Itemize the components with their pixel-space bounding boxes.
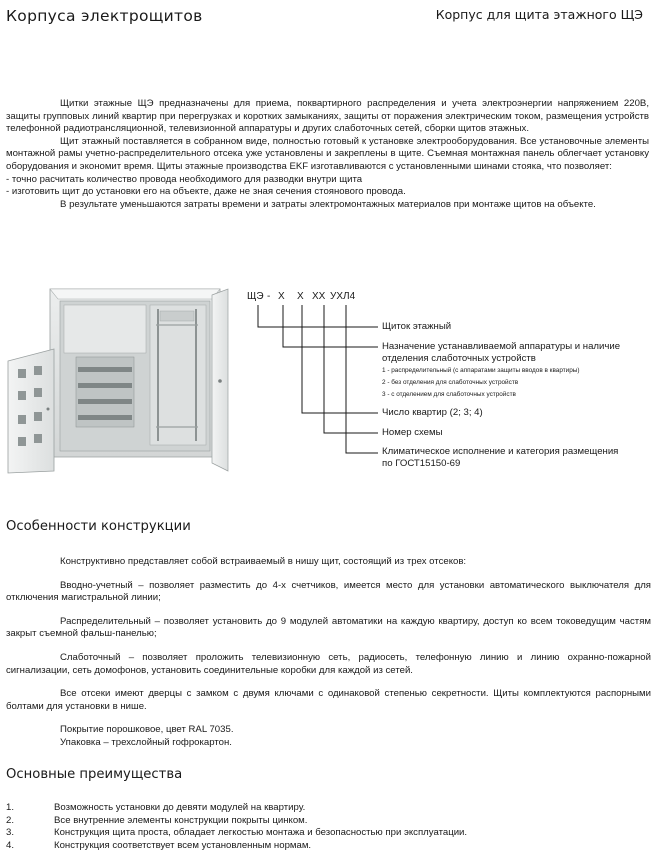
- features-paragraph-3: Распределительный – позволяет установить до 9 модулей автоматики на каждую квартиру, доступ ко всем токоведущим частям закрыт съемной фальш-панелью;: [6, 615, 651, 640]
- label-purpose-option-2: 2 - без отделения для слаботочных устройств: [382, 379, 519, 386]
- advantages-heading: Основные преимущества: [6, 767, 183, 782]
- features-paragraph-7: Упаковка – трехслойный гофрокартон.: [60, 736, 232, 748]
- advantages-item-number: 3.: [6, 827, 15, 839]
- code-part-climate: УХЛ4: [330, 291, 356, 302]
- intro-block: [6, 98, 649, 211]
- label-floor-panel: Щиток этажный: [382, 321, 452, 332]
- designation-connector-lines: [240, 283, 400, 483]
- advantages-item-number: 1.: [6, 802, 15, 813]
- code-part-apartments: Х: [297, 291, 304, 302]
- advantages-item-number: 2.: [6, 814, 15, 826]
- advantages-item: [6, 840, 651, 853]
- intro-paragraph-3: В результате уменьшаются затраты времени и затраты электромонтажных материалов при монтаже щитов на объекте.: [60, 198, 596, 210]
- features-paragraph-5: Все отсеки имеют дверцы с замком с двумя ключами с одинаковой степенью секретности. Щиты комплектуются распорными болтами для установки в нише.: [6, 688, 651, 712]
- features-paragraph-6: Покрытие порошковое, цвет RAL 7035.: [60, 724, 234, 736]
- page-title: Корпуса электрощитов: [6, 7, 203, 25]
- label-purpose-option-1: 1 - распределительный (с аппаратами защиты вводов в квартиры): [382, 367, 580, 374]
- advantages-item-text: Все внутренние элементы конструкции покрыты цинком.: [54, 814, 308, 826]
- advantages-item-number: 4.: [6, 839, 15, 851]
- advantages-list: [6, 802, 651, 852]
- features-paragraph-4: Слаботочный – позволяет проложить телевизионную сеть, радиосеть, телефонную линию и линию охранно-пожарной сигнализации, сеть домофонов, установить соединительные коробки для каждой из сетей.: [6, 651, 651, 676]
- features-paragraph-1: Конструктивно представляет собой встраиваемый в нишу щит, состоящий из трех отсеков:: [60, 556, 467, 567]
- advantages-item-text: Возможность установки до девяти модулей на квартиру.: [54, 802, 306, 813]
- advantages-item: [6, 815, 651, 828]
- code-part-ShE: ЩЭ: [247, 291, 264, 302]
- features-block: [6, 556, 651, 750]
- intro-bullet-2: - изготовить щит до установки его на объекте, даже не зная сечения стоянового провода.: [6, 186, 406, 198]
- page-subtitle: Корпус для щита этажного ЩЭ: [435, 7, 643, 22]
- code-part-purpose: Х: [278, 291, 285, 302]
- label-climate-line1: Климатическое исполнение и категория размещения: [382, 446, 619, 457]
- features-paragraph-2: Вводно-учетный – позволяет разместить до 4-х счетчиков, имеется место для установки автоматического выключателя для отключения магистральной линии;: [6, 579, 651, 604]
- label-purpose-line2: отделения слаботочных устройств: [382, 353, 536, 364]
- label-climate-line2: по ГОСТ15150-69: [382, 458, 461, 469]
- features-heading: Особенности конструкции: [6, 519, 191, 534]
- advantages-item-text: Конструкция соответствует всем установленным нормам.: [54, 839, 312, 851]
- intro-paragraph-1: Щитки этажные ЩЭ предназначены для приема, поквартирного распределения и учета электроэнергии напряжением 220В, защиты групповых линий квартир при перегрузках и коротких замыканиях, защиты от поражения электрическим током, размещения устройств телефонной радиотрансляционной, телевизионной аппаратуры и других слаботочных сетей, сборки щитов этажных.: [6, 98, 649, 135]
- advantages-item-text: Конструкция щита проста, обладает легкостью монтажа и безопасностью при эксплуатации.: [54, 827, 468, 839]
- code-part-dash: -: [267, 291, 271, 302]
- intro-paragraph-2: Щит этажный поставляется в собранном виде, полностью готовый к установке электрооборудования. Все установочные элементы монтажной рамы учетно-распределительного отсека уже установлены и закреплены в щите. Съемная монтажная панель облегчает установку оборудования и экономит время. Щиты этажные производства EKF изготавливаются с установленными шинами стояка, что позволяет:: [6, 135, 649, 172]
- advantages-item: [6, 827, 651, 840]
- intro-bullet-1: - точно расчитать количество провода необходимого для разводки внутри щита: [6, 173, 363, 185]
- code-part-scheme: ХХ: [312, 291, 326, 302]
- label-purpose-option-3: 3 - с отделением для слаботочных устройств: [382, 391, 516, 398]
- advantages-item: [6, 802, 651, 815]
- label-purpose-line1: Назначение устанавливаемой аппаратуры и наличие: [382, 341, 621, 352]
- label-apartments: Число квартир (2; 3; 4): [382, 407, 483, 418]
- designation-diagram: [240, 283, 650, 483]
- label-scheme-number: Номер схемы: [382, 427, 443, 438]
- cabinet-illustration: [6, 285, 234, 475]
